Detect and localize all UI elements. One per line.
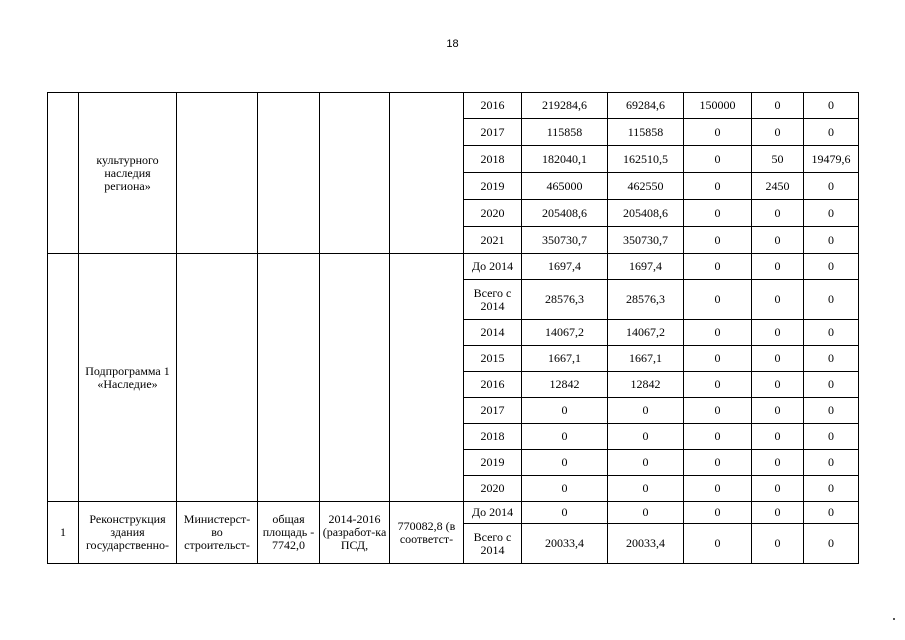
- program-name-cell: Подпрограмма 1 «Наследие»: [79, 254, 177, 502]
- total-cell: 0: [522, 476, 608, 502]
- source-1-cell: 20033,4: [608, 524, 684, 564]
- cost-cell: [390, 93, 464, 254]
- source-3-cell: 50: [752, 146, 804, 173]
- table-row: [48, 502, 859, 524]
- year-cell: До 2014: [464, 254, 522, 280]
- executor-cell: [177, 93, 258, 254]
- source-2-cell: 0: [684, 346, 752, 372]
- source-4-cell: 0: [804, 476, 859, 502]
- indicator-cell: [258, 93, 320, 254]
- source-4-cell: 0: [804, 93, 859, 119]
- number-cell: [48, 254, 79, 502]
- source-2-cell: 0: [684, 254, 752, 280]
- year-cell: До 2014: [464, 502, 522, 524]
- source-1-cell: 162510,5: [608, 146, 684, 173]
- source-1-cell: 205408,6: [608, 200, 684, 227]
- source-3-cell: 0: [752, 372, 804, 398]
- source-1-cell: 0: [608, 398, 684, 424]
- source-4-cell: 0: [804, 119, 859, 146]
- total-cell: 205408,6: [522, 200, 608, 227]
- source-3-cell: 0: [752, 524, 804, 564]
- source-4-cell: 0: [804, 227, 859, 254]
- source-2-cell: 0: [684, 119, 752, 146]
- budget-table-body: [48, 93, 859, 564]
- source-4-cell: 0: [804, 280, 859, 320]
- total-cell: 465000: [522, 173, 608, 200]
- source-1-cell: 462550: [608, 173, 684, 200]
- source-3-cell: 0: [752, 254, 804, 280]
- source-1-cell: 0: [608, 450, 684, 476]
- period-cell: [320, 93, 390, 254]
- year-cell: 2019: [464, 450, 522, 476]
- cost-cell: 770082,8 (в соответст-: [390, 502, 464, 564]
- source-1-cell: 350730,7: [608, 227, 684, 254]
- year-cell: Всего с 2014: [464, 280, 522, 320]
- scan-speck: [893, 618, 895, 620]
- total-cell: 12842: [522, 372, 608, 398]
- source-4-cell: 0: [804, 450, 859, 476]
- source-2-cell: 0: [684, 524, 752, 564]
- source-3-cell: 0: [752, 424, 804, 450]
- total-cell: 0: [522, 424, 608, 450]
- source-4-cell: 0: [804, 320, 859, 346]
- total-cell: 219284,6: [522, 93, 608, 119]
- budget-table: [47, 92, 859, 564]
- indicator-cell: общая площадь - 7742,0: [258, 502, 320, 564]
- source-4-cell: 0: [804, 372, 859, 398]
- indicator-cell: [258, 254, 320, 502]
- year-cell: 2016: [464, 93, 522, 119]
- year-cell: Всего с 2014: [464, 524, 522, 564]
- source-2-cell: 150000: [684, 93, 752, 119]
- year-cell: 2016: [464, 372, 522, 398]
- year-cell: 2014: [464, 320, 522, 346]
- source-3-cell: 0: [752, 398, 804, 424]
- source-1-cell: 0: [608, 502, 684, 524]
- year-cell: 2019: [464, 173, 522, 200]
- year-cell: 2020: [464, 200, 522, 227]
- source-1-cell: 14067,2: [608, 320, 684, 346]
- source-3-cell: 0: [752, 119, 804, 146]
- year-cell: 2015: [464, 346, 522, 372]
- source-1-cell: 1697,4: [608, 254, 684, 280]
- source-2-cell: 0: [684, 502, 752, 524]
- source-1-cell: 69284,6: [608, 93, 684, 119]
- source-2-cell: 0: [684, 398, 752, 424]
- source-3-cell: 0: [752, 280, 804, 320]
- source-2-cell: 0: [684, 320, 752, 346]
- source-4-cell: 0: [804, 424, 859, 450]
- source-2-cell: 0: [684, 280, 752, 320]
- source-4-cell: 0: [804, 254, 859, 280]
- source-1-cell: 0: [608, 476, 684, 502]
- year-cell: 2021: [464, 227, 522, 254]
- source-1-cell: 12842: [608, 372, 684, 398]
- period-cell: [320, 254, 390, 502]
- source-2-cell: 0: [684, 372, 752, 398]
- source-3-cell: 0: [752, 346, 804, 372]
- source-3-cell: 0: [752, 200, 804, 227]
- source-1-cell: 115858: [608, 119, 684, 146]
- total-cell: 350730,7: [522, 227, 608, 254]
- source-4-cell: 0: [804, 524, 859, 564]
- total-cell: 20033,4: [522, 524, 608, 564]
- source-4-cell: 0: [804, 173, 859, 200]
- total-cell: 14067,2: [522, 320, 608, 346]
- total-cell: 115858: [522, 119, 608, 146]
- total-cell: 0: [522, 450, 608, 476]
- year-cell: 2020: [464, 476, 522, 502]
- program-name-cell: Реконструкция здания государственно-: [79, 502, 177, 564]
- source-1-cell: 1667,1: [608, 346, 684, 372]
- executor-cell: Министерст-во строительст-: [177, 502, 258, 564]
- program-name-cell: культурного наследия региона»: [79, 93, 177, 254]
- number-cell: [48, 93, 79, 254]
- total-cell: 182040,1: [522, 146, 608, 173]
- source-2-cell: 0: [684, 146, 752, 173]
- table-row: [48, 254, 859, 280]
- source-2-cell: 0: [684, 227, 752, 254]
- total-cell: 0: [522, 398, 608, 424]
- source-4-cell: 19479,6: [804, 146, 859, 173]
- source-2-cell: 0: [684, 450, 752, 476]
- total-cell: 1697,4: [522, 254, 608, 280]
- table-row: [48, 93, 859, 119]
- source-4-cell: 0: [804, 346, 859, 372]
- source-4-cell: 0: [804, 200, 859, 227]
- source-3-cell: 0: [752, 320, 804, 346]
- total-cell: 1667,1: [522, 346, 608, 372]
- total-cell: 0: [522, 502, 608, 524]
- year-cell: 2017: [464, 398, 522, 424]
- source-1-cell: 28576,3: [608, 280, 684, 320]
- cost-cell: [390, 254, 464, 502]
- source-3-cell: 0: [752, 476, 804, 502]
- source-2-cell: 0: [684, 200, 752, 227]
- page-number: 18: [446, 38, 459, 50]
- total-cell: 28576,3: [522, 280, 608, 320]
- year-cell: 2018: [464, 424, 522, 450]
- source-2-cell: 0: [684, 173, 752, 200]
- source-1-cell: 0: [608, 424, 684, 450]
- source-4-cell: 0: [804, 398, 859, 424]
- source-3-cell: 0: [752, 93, 804, 119]
- source-2-cell: 0: [684, 424, 752, 450]
- executor-cell: [177, 254, 258, 502]
- year-cell: 2017: [464, 119, 522, 146]
- source-4-cell: 0: [804, 502, 859, 524]
- period-cell: 2014-2016 (разработ-ка ПСД,: [320, 502, 390, 564]
- source-2-cell: 0: [684, 476, 752, 502]
- source-3-cell: 0: [752, 502, 804, 524]
- source-3-cell: 2450: [752, 173, 804, 200]
- year-cell: 2018: [464, 146, 522, 173]
- source-3-cell: 0: [752, 227, 804, 254]
- number-cell: 1: [48, 502, 79, 564]
- source-3-cell: 0: [752, 450, 804, 476]
